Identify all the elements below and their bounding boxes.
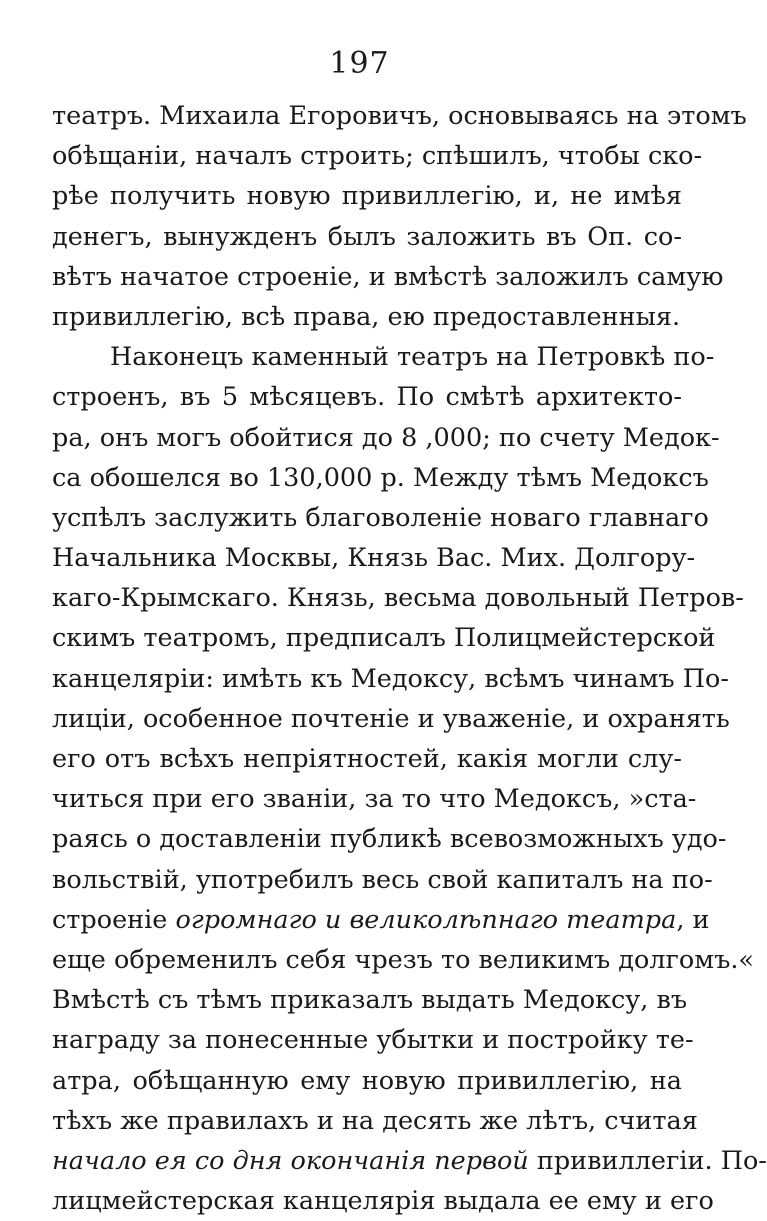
- text-run: тѣхъ же правилахъ и на десять же лѣтъ, считая: [52, 1105, 698, 1136]
- text-run: лицмейстерская канцелярія выдала ее ему и его: [52, 1186, 714, 1217]
- text-run: театръ. Михаила Егоровичъ, основываясь на этомъ: [52, 101, 747, 131]
- text-line: [52, 980, 688, 1020]
- text-run: раясь о доставленіи публикѣ всевозможныхъ удо-: [52, 824, 727, 855]
- text-run: обѣщаніи, началъ строить; спѣшилъ, чтобы ско-: [52, 141, 703, 172]
- text-line: [52, 940, 755, 980]
- text-run: еще обременилъ себя чрезъ то великимъ долгомъ.«: [52, 944, 755, 975]
- text-line: [52, 176, 682, 216]
- text-line: [52, 578, 744, 618]
- text-run: Начальника Москвы, Князь Вас. Мих. Долгору-: [52, 543, 696, 574]
- paragraph: [52, 96, 747, 337]
- paragraph: [52, 337, 767, 1221]
- text-run: ра, онъ могъ обойтися до 8 ,000; по счету Медок-: [52, 422, 720, 453]
- text-run: вольствій, употребилъ весь свой капиталъ на по-: [52, 864, 713, 895]
- text-line: [52, 1061, 682, 1101]
- text-line: [52, 217, 682, 257]
- text-line: [52, 1020, 694, 1060]
- text-run: Наконецъ каменный театръ на Петровкѣ по-: [110, 342, 715, 373]
- text-line: [52, 96, 747, 136]
- text-line: [52, 699, 730, 739]
- text-line: [52, 900, 710, 940]
- text-run: рѣе получить новую привиллегію, и, не имѣя: [52, 181, 682, 212]
- text-run: , и: [676, 904, 710, 935]
- text-run: канцеляріи: имѣть къ Медоксу, всѣмъ чинамъ По-: [52, 663, 729, 694]
- text-run: привиллегію, всѣ права, ею предоставленныя.: [52, 301, 681, 332]
- text-line: [52, 819, 727, 859]
- text-line: [52, 498, 709, 538]
- text-line: [52, 618, 716, 658]
- text-line: [52, 458, 709, 498]
- text-line: [52, 1101, 698, 1141]
- text-run: вѣтъ начатое строеніе, и вмѣстѣ заложилъ самую: [52, 261, 724, 292]
- text-line: [52, 257, 724, 297]
- text-run: скимъ театромъ, предписалъ Полицмейстерской: [52, 623, 716, 654]
- text-run: строенъ, въ 5 мѣсяцевъ. По смѣтѣ архитекто-: [52, 382, 682, 413]
- text-run: его отъ всѣхъ непріятностей, какія могли слу-: [52, 744, 682, 774]
- body-text: [52, 96, 767, 1221]
- italic-text: огромнаго и великолѣпнаго театра: [175, 904, 677, 935]
- text-line: [52, 1181, 714, 1221]
- text-run: строеніе: [52, 904, 176, 935]
- text-line: [52, 659, 729, 699]
- text-run: каго-Крымскаго. Князь, весьма довольный Петров-: [52, 583, 744, 614]
- text-run: привиллегіи. По-: [528, 1145, 767, 1176]
- text-line: [52, 1141, 767, 1181]
- text-run: атра, обѣщанную ему новую привиллегію, на: [52, 1065, 682, 1096]
- page-number: 197: [329, 46, 390, 81]
- text-line: [52, 739, 682, 779]
- text-run: лиціи, особенное почтеніе и уваженіе, и охранять: [52, 703, 730, 734]
- text-run: Вмѣстѣ съ тѣмъ приказалъ выдать Медоксу, въ: [52, 985, 688, 1016]
- text-line: [52, 377, 682, 417]
- text-run: награду за понесенные убытки и постройку те-: [52, 1025, 694, 1056]
- text-line: [52, 538, 696, 578]
- italic-text: начало ея со дня окончанія первой: [52, 1145, 529, 1176]
- text-run: са обошелся во 130,000 р. Между тѣмъ Медоксъ: [52, 462, 709, 493]
- text-line: [52, 297, 682, 337]
- text-line: [52, 779, 697, 819]
- text-line: [52, 136, 703, 176]
- text-run: денегъ, вынужденъ былъ заложить въ Оп. со-: [52, 221, 682, 252]
- text-run: читься при его званіи, за то что Медоксъ, »ста-: [52, 784, 697, 815]
- text-line: [52, 860, 713, 900]
- text-run: успѣлъ заслужить благоволеніе новаго главнаго: [52, 502, 709, 533]
- text-line: [52, 337, 715, 377]
- text-line: [52, 418, 720, 458]
